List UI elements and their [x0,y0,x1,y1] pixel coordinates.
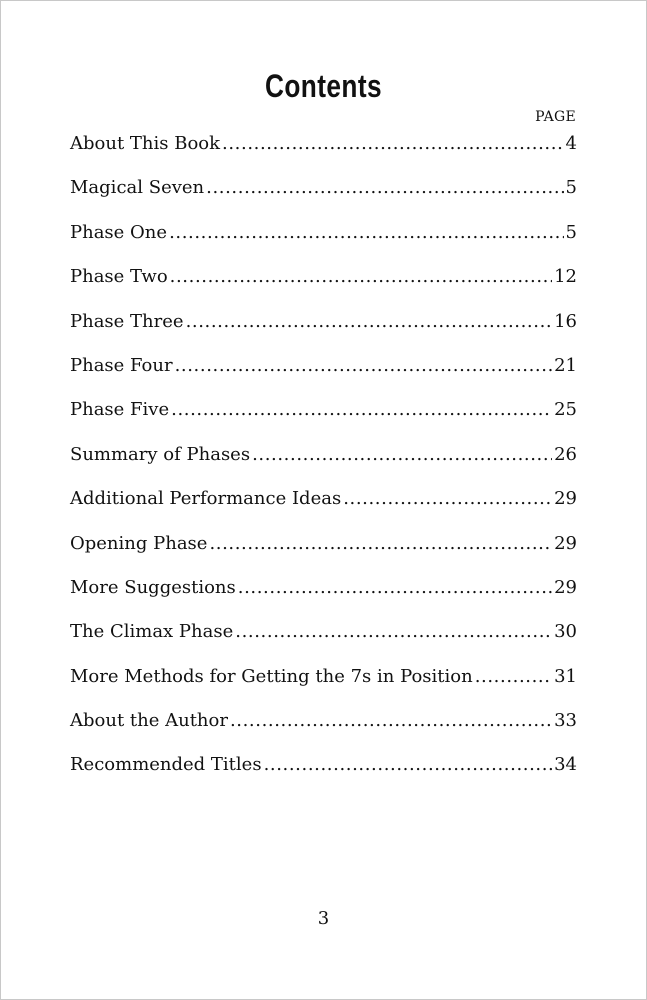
toc-entry[interactable] [70,349,577,393]
toc-entry-label: Phase Five [70,399,170,421]
toc-entry-label: Phase One [70,221,168,243]
toc-entry-page: 30 [554,621,577,643]
toc-entry[interactable] [70,482,577,526]
toc-entry[interactable] [70,438,577,482]
toc-entry-label: Summary of Phases [70,443,251,465]
toc-entry[interactable] [70,527,577,571]
toc-entry-label: About This Book [70,133,221,154]
dot-leader [209,527,552,561]
toc-entry-label: More Methods for Getting the 7s in Position [70,665,473,687]
page-column-label: PAGE [535,109,576,125]
page-title: Contents [265,68,382,104]
dot-leader [235,615,552,649]
toc-entry[interactable] [70,127,577,171]
dot-leader [222,127,564,161]
toc-entry-page: 5 [565,221,577,243]
toc-entry[interactable] [70,748,577,792]
toc-entry[interactable] [70,660,577,704]
toc-entry-page: 16 [554,310,577,332]
dot-leader [238,571,552,605]
dot-leader [171,393,552,427]
dot-leader [252,438,552,472]
dot-leader [230,704,552,738]
toc-entry-label: Additional Performance Ideas [70,488,342,510]
toc-entry-page: 34 [554,754,577,776]
toc-entry-label: Phase Four [70,354,173,376]
toc-entry-page: 12 [554,266,577,288]
toc-entry-label: Magical Seven [70,177,205,199]
toc-entry-label: Phase Two [70,266,168,288]
dot-leader [169,216,563,250]
toc-entry-page: 21 [554,354,577,376]
toc-entry[interactable] [70,216,577,260]
toc-entry-label: Phase Three [70,310,184,332]
toc-entry-page: 29 [554,532,577,554]
toc-entry-page: 5 [565,177,577,199]
toc-entry-page: 25 [554,399,577,421]
toc-entry-label: More Suggestions [70,576,236,598]
toc-entry-label: About the Author [70,710,228,732]
table-of-contents [70,127,577,793]
toc-entry-page: 33 [554,710,577,732]
dot-leader [475,660,552,694]
dot-leader [206,171,563,205]
toc-entry-page: 29 [554,488,577,510]
toc-entry[interactable] [70,260,577,304]
dot-leader [175,349,553,383]
toc-entry[interactable] [70,571,577,615]
toc-entry[interactable] [70,171,577,215]
toc-entry-page: 29 [554,576,577,598]
page-number: 3 [317,908,330,929]
toc-entry-page: 26 [554,443,577,465]
toc-entry-page: 31 [554,665,577,687]
toc-entry[interactable] [70,704,577,748]
dot-leader [170,260,552,294]
dot-leader [186,305,553,339]
toc-entry[interactable] [70,305,577,349]
dot-leader [343,482,552,516]
toc-entry-label: Recommended Titles [70,754,262,776]
dot-leader [264,748,553,782]
toc-entry-page: 4 [565,133,577,154]
toc-entry-label: The Climax Phase [70,621,234,643]
toc-entry-label: Opening Phase [70,532,208,554]
toc-entry[interactable] [70,393,577,437]
toc-entry[interactable] [70,615,577,659]
